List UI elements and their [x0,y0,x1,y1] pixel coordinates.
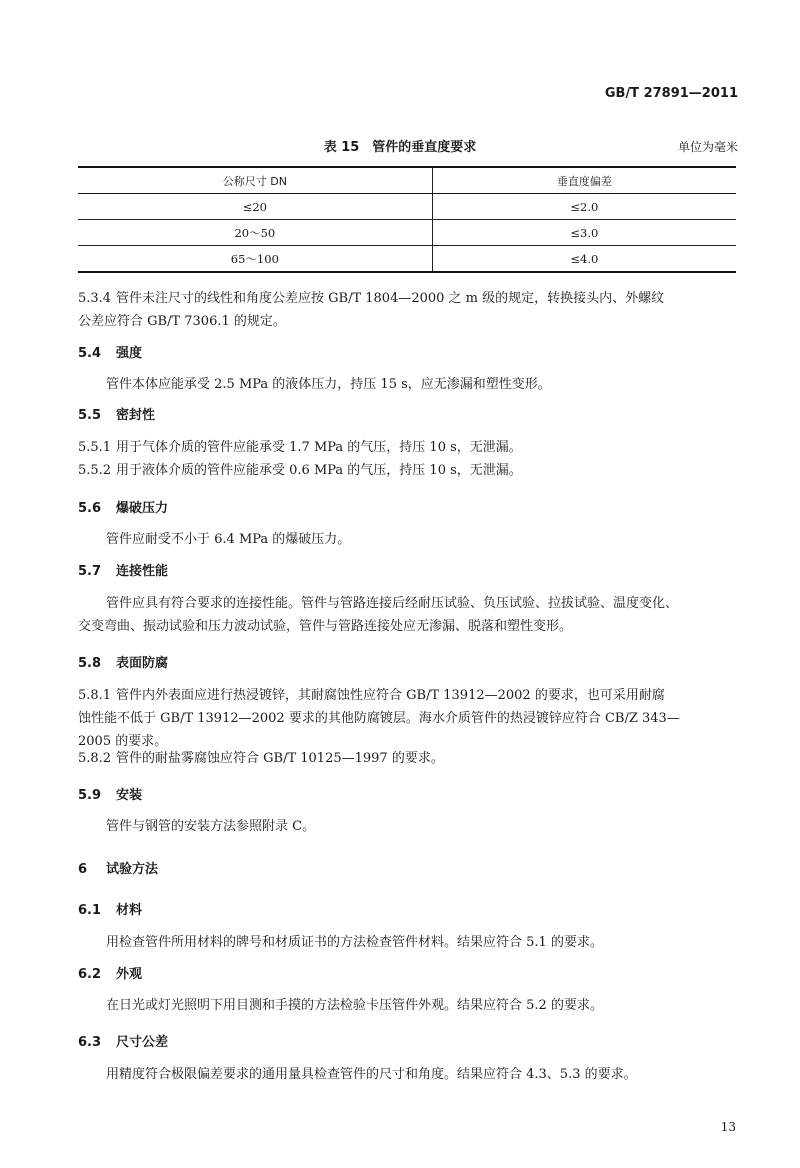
clause-text: 管件的耐盐雾腐蚀应符合 GB/T 10125—1997 的要求。 [116,751,444,766]
clause-5-5-2 [78,459,738,482]
heading-title: 材料 [116,903,143,918]
clause-5-4-text: 管件本体应能承受 2.5 MPa 的液体压力，持压 15 s，应无渗漏和塑性变形。 [106,377,551,392]
heading-5-9 [78,784,738,807]
clause-6-1-text: 用检查管件所用材料的牌号和材质证书的方法检查管件材料。结果应符合 5.1 的要求。 [106,935,603,950]
clause-number: 5.3.4 [78,291,112,306]
table-cell: 20～50 [78,220,432,246]
clause-5-3-4 [78,287,738,333]
column-header: 公称尺寸 DN [78,167,432,194]
clause-5-9-text: 管件与钢管的安装方法参照附录 C。 [106,819,316,834]
heading-number: 6 [78,862,88,877]
heading-number: 5.9 [78,788,102,803]
heading-number: 5.4 [78,346,102,361]
heading-title: 密封性 [116,408,156,423]
table-row [78,194,736,220]
heading-title: 强度 [116,346,143,361]
heading-title: 安装 [116,788,143,803]
clause-number: 5.8.1 [78,688,112,703]
clause-6-2-text: 在日光或灯光照明下用目测和手摸的方法检验卡压管件外观。结果应符合 5.2 的要求。 [106,998,603,1013]
heading-title: 试验方法 [106,862,159,877]
heading-number: 6.3 [78,1035,102,1050]
heading-5-7 [78,560,738,583]
page-number: 13 [720,1120,736,1134]
clause-text: 交变弯曲、振动试验和压力波动试验，管件与管路连接处应无渗漏、脱落和塑性变形。 [78,619,573,634]
table-cell: ≤4.0 [432,246,736,273]
heading-number: 5.6 [78,501,102,516]
heading-5-8 [78,652,738,675]
table-cell: ≤2.0 [432,194,736,220]
standard-number: GB/T 27891—2011 [604,86,738,101]
heading-title: 爆破压力 [116,501,169,516]
table-row [78,246,736,273]
table-cell: ≤20 [78,194,432,220]
clause-number: 5.8.2 [78,751,112,766]
heading-5-5 [78,404,738,427]
clause-text: 2005 的要求。 [78,734,168,749]
clause-text: 公差应符合 GB/T 7306.1 的规定。 [78,314,286,329]
clause-6-3-text: 用精度符合极限偏差要求的通用量具检查管件的尺寸和角度。结果应符合 4.3、5.3 的要求。 [106,1067,637,1082]
heading-5-4 [78,342,738,365]
clause-text: 管件内外表面应进行热浸镀锌，其耐腐蚀性应符合 GB/T 13912—2002 的要求，也可采用耐腐 [116,688,665,703]
table-unit: 单位为毫米 [677,140,738,154]
clause-text: 管件未注尺寸的线性和角度公差应按 GB/T 1804—2000 之 m 级的规定，转换接头内、外螺纹 [116,291,665,306]
heading-title: 外观 [116,967,143,982]
clause-5-6-text: 管件应耐受不小于 6.4 MPa 的爆破压力。 [106,532,351,547]
clause-text: 用于气体介质的管件应能承受 1.7 MPa 的气压，持压 10 s，无泄漏。 [116,440,522,455]
heading-title: 表面防腐 [116,656,169,671]
heading-number: 6.1 [78,903,102,918]
heading-6-1 [78,899,738,922]
clause-text: 用于液体介质的管件应能承受 0.6 MPa 的气压，持压 10 s，无泄漏。 [116,463,522,478]
clause-number: 5.5.1 [78,440,112,455]
clause-text: 蚀性能不低于 GB/T 13912—2002 要求的其他防腐镀层。海水介质管件的热浸镀锌应符合 CB/Z 343— [78,711,680,726]
clause-number: 5.5.2 [78,463,112,478]
heading-6-3 [78,1031,738,1054]
heading-title: 连接性能 [116,564,169,579]
heading-6 [78,858,738,881]
heading-number: 5.7 [78,564,102,579]
perpendicularity-table [78,166,736,273]
heading-title: 尺寸公差 [116,1035,169,1050]
clause-5-5-1 [78,436,738,459]
heading-6-2 [78,963,738,986]
clause-5-8-2 [78,747,738,770]
column-header: 垂直度偏差 [432,167,736,194]
table-header-row [78,167,736,194]
heading-5-6 [78,497,738,520]
clause-text: 管件应具有符合要求的连接性能。管件与管路连接后经耐压试验、负压试验、拉拔试验、温度变化、 [106,596,679,611]
table-row [78,220,736,246]
table-cell: 65～100 [78,246,432,273]
table-cell: ≤3.0 [432,220,736,246]
clause-5-8-1 [78,684,738,753]
heading-number: 5.8 [78,656,102,671]
table-title: 表 15 管件的垂直度要求 [323,140,477,155]
heading-number: 6.2 [78,967,102,982]
heading-number: 5.5 [78,408,102,423]
clause-5-7-text [78,592,738,638]
